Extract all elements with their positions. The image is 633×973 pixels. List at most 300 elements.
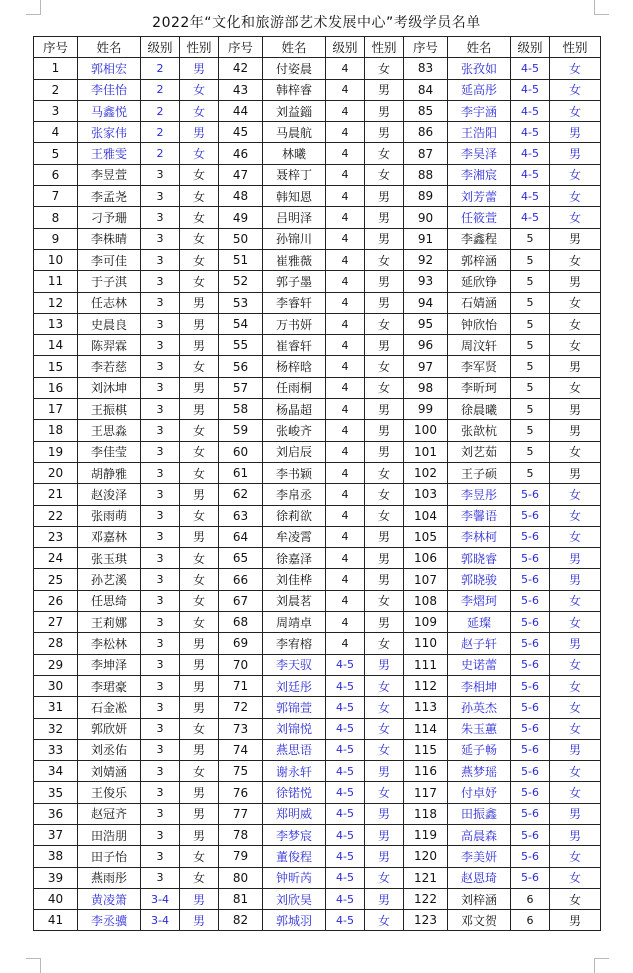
seq-cell: 79 bbox=[219, 846, 263, 867]
level-cell: 5 bbox=[511, 335, 550, 356]
name-cell: 刘欣昊 bbox=[263, 888, 326, 909]
gender-cell: 男 bbox=[180, 399, 219, 420]
gender-cell: 男 bbox=[365, 186, 404, 207]
gender-cell: 男 bbox=[365, 888, 404, 909]
level-cell: 5-6 bbox=[511, 739, 550, 760]
seq-cell: 86 bbox=[404, 122, 448, 143]
seq-cell: 19 bbox=[34, 441, 78, 462]
gender-cell: 男 bbox=[180, 803, 219, 824]
level-cell: 4 bbox=[326, 58, 365, 79]
gender-cell: 女 bbox=[365, 143, 404, 164]
gender-cell: 男 bbox=[550, 420, 601, 441]
name-cell: 张峻齐 bbox=[263, 420, 326, 441]
seq-cell: 24 bbox=[34, 548, 78, 569]
name-cell: 任雨桐 bbox=[263, 377, 326, 398]
level-cell: 3 bbox=[141, 271, 180, 292]
seq-cell: 49 bbox=[219, 207, 263, 228]
seq-cell: 15 bbox=[34, 356, 78, 377]
gender-cell: 女 bbox=[365, 675, 404, 696]
name-cell: 于子淇 bbox=[78, 271, 141, 292]
seq-cell: 3 bbox=[34, 100, 78, 121]
level-cell: 4 bbox=[326, 505, 365, 526]
gender-cell: 男 bbox=[550, 462, 601, 483]
seq-cell: 80 bbox=[219, 867, 263, 888]
seq-cell: 92 bbox=[404, 249, 448, 270]
name-cell: 孙锦川 bbox=[263, 228, 326, 249]
level-cell: 3 bbox=[141, 633, 180, 654]
name-cell: 徐晨曦 bbox=[448, 399, 511, 420]
name-cell: 韩知恩 bbox=[263, 186, 326, 207]
level-cell: 5-6 bbox=[511, 782, 550, 803]
name-cell: 延高彤 bbox=[448, 79, 511, 100]
level-cell: 4-5 bbox=[511, 186, 550, 207]
gender-cell: 女 bbox=[180, 867, 219, 888]
level-cell: 3 bbox=[141, 484, 180, 505]
level-cell: 3 bbox=[141, 313, 180, 334]
seq-cell: 4 bbox=[34, 122, 78, 143]
table-row bbox=[34, 718, 601, 739]
gender-cell: 男 bbox=[180, 377, 219, 398]
header-name: 姓名 bbox=[263, 37, 326, 58]
level-cell: 4 bbox=[326, 462, 365, 483]
level-cell: 5 bbox=[511, 292, 550, 313]
seq-cell: 121 bbox=[404, 867, 448, 888]
header-seq: 序号 bbox=[34, 37, 78, 58]
level-cell: 4 bbox=[326, 612, 365, 633]
level-cell: 5-6 bbox=[511, 654, 550, 675]
gender-cell: 女 bbox=[365, 484, 404, 505]
level-cell: 4-5 bbox=[326, 888, 365, 909]
name-cell: 延子畅 bbox=[448, 739, 511, 760]
gender-cell: 女 bbox=[550, 58, 601, 79]
roster-body bbox=[34, 58, 601, 931]
header-level: 级别 bbox=[141, 37, 180, 58]
name-cell: 张孜如 bbox=[448, 58, 511, 79]
header-gender: 性别 bbox=[365, 37, 404, 58]
gender-cell: 女 bbox=[180, 356, 219, 377]
gender-cell: 男 bbox=[180, 335, 219, 356]
name-cell: 赵浚泽 bbox=[78, 484, 141, 505]
table-row bbox=[34, 697, 601, 718]
name-cell: 郭相宏 bbox=[78, 58, 141, 79]
seq-cell: 8 bbox=[34, 207, 78, 228]
seq-cell: 63 bbox=[219, 505, 263, 526]
level-cell: 4 bbox=[326, 271, 365, 292]
gender-cell: 男 bbox=[180, 782, 219, 803]
gender-cell: 女 bbox=[180, 100, 219, 121]
seq-cell: 64 bbox=[219, 526, 263, 547]
level-cell: 3 bbox=[141, 697, 180, 718]
gender-cell: 女 bbox=[180, 612, 219, 633]
name-cell: 崔雅薇 bbox=[263, 249, 326, 270]
gender-cell: 男 bbox=[180, 122, 219, 143]
name-cell: 田振鑫 bbox=[448, 803, 511, 824]
name-cell: 李佳怡 bbox=[78, 79, 141, 100]
name-cell: 刘婧涵 bbox=[78, 761, 141, 782]
name-cell: 石婧涵 bbox=[448, 292, 511, 313]
gender-cell: 女 bbox=[550, 867, 601, 888]
name-cell: 郭晓骏 bbox=[448, 569, 511, 590]
gender-cell: 男 bbox=[180, 526, 219, 547]
table-row bbox=[34, 100, 601, 121]
seq-cell: 11 bbox=[34, 271, 78, 292]
gender-cell: 女 bbox=[550, 654, 601, 675]
name-cell: 李睿轩 bbox=[263, 292, 326, 313]
name-cell: 李鑫程 bbox=[448, 228, 511, 249]
seq-cell: 78 bbox=[219, 824, 263, 845]
header-row bbox=[34, 37, 601, 58]
level-cell: 4-5 bbox=[326, 867, 365, 888]
seq-cell: 115 bbox=[404, 739, 448, 760]
name-cell: 林曦 bbox=[263, 143, 326, 164]
level-cell: 5 bbox=[511, 441, 550, 462]
name-cell: 李相坤 bbox=[448, 675, 511, 696]
seq-cell: 62 bbox=[219, 484, 263, 505]
level-cell: 4 bbox=[326, 441, 365, 462]
level-cell: 4 bbox=[326, 633, 365, 654]
level-cell: 3 bbox=[141, 292, 180, 313]
student-roster-table bbox=[33, 36, 601, 931]
table-row bbox=[34, 399, 601, 420]
name-cell: 万书妍 bbox=[263, 313, 326, 334]
seq-cell: 47 bbox=[219, 164, 263, 185]
gender-cell: 男 bbox=[550, 824, 601, 845]
gender-cell: 女 bbox=[365, 590, 404, 611]
name-cell: 李若慈 bbox=[78, 356, 141, 377]
level-cell: 4 bbox=[326, 207, 365, 228]
name-cell: 任筱萱 bbox=[448, 207, 511, 228]
name-cell: 刘锦悦 bbox=[263, 718, 326, 739]
seq-cell: 67 bbox=[219, 590, 263, 611]
level-cell: 4 bbox=[326, 590, 365, 611]
seq-cell: 105 bbox=[404, 526, 448, 547]
name-cell: 李株晴 bbox=[78, 228, 141, 249]
name-cell: 董俊程 bbox=[263, 846, 326, 867]
gender-cell: 女 bbox=[180, 718, 219, 739]
seq-cell: 21 bbox=[34, 484, 78, 505]
name-cell: 朱玉蕙 bbox=[448, 718, 511, 739]
name-cell: 杨晶超 bbox=[263, 399, 326, 420]
gender-cell: 男 bbox=[550, 356, 601, 377]
name-cell: 王子硕 bbox=[448, 462, 511, 483]
gender-cell: 女 bbox=[365, 313, 404, 334]
seq-cell: 73 bbox=[219, 718, 263, 739]
seq-cell: 76 bbox=[219, 782, 263, 803]
name-cell: 王思淼 bbox=[78, 420, 141, 441]
gender-cell: 男 bbox=[550, 143, 601, 164]
name-cell: 付卓妤 bbox=[448, 782, 511, 803]
gender-cell: 男 bbox=[365, 335, 404, 356]
level-cell: 4-5 bbox=[326, 761, 365, 782]
seq-cell: 113 bbox=[404, 697, 448, 718]
table-row bbox=[34, 505, 601, 526]
name-cell: 李昱萱 bbox=[78, 164, 141, 185]
seq-cell: 91 bbox=[404, 228, 448, 249]
seq-cell: 22 bbox=[34, 505, 78, 526]
seq-cell: 58 bbox=[219, 399, 263, 420]
name-cell: 李孟尧 bbox=[78, 186, 141, 207]
level-cell: 5-6 bbox=[511, 484, 550, 505]
seq-cell: 111 bbox=[404, 654, 448, 675]
name-cell: 延璨 bbox=[448, 612, 511, 633]
level-cell: 4-5 bbox=[326, 675, 365, 696]
seq-cell: 25 bbox=[34, 569, 78, 590]
level-cell: 4 bbox=[326, 164, 365, 185]
gender-cell: 女 bbox=[550, 505, 601, 526]
seq-cell: 5 bbox=[34, 143, 78, 164]
level-cell: 5-6 bbox=[511, 718, 550, 739]
name-cell: 吕明泽 bbox=[263, 207, 326, 228]
level-cell: 3 bbox=[141, 441, 180, 462]
level-cell: 4 bbox=[326, 569, 365, 590]
level-cell: 2 bbox=[141, 79, 180, 100]
table-row bbox=[34, 228, 601, 249]
gender-cell: 男 bbox=[365, 122, 404, 143]
level-cell: 4-5 bbox=[511, 122, 550, 143]
gender-cell: 女 bbox=[365, 697, 404, 718]
seq-cell: 6 bbox=[34, 164, 78, 185]
gender-cell: 女 bbox=[180, 569, 219, 590]
gender-cell: 女 bbox=[180, 186, 219, 207]
level-cell: 4-5 bbox=[511, 207, 550, 228]
level-cell: 3 bbox=[141, 377, 180, 398]
level-cell: 4 bbox=[326, 484, 365, 505]
header-level: 级别 bbox=[326, 37, 365, 58]
gender-cell: 男 bbox=[365, 271, 404, 292]
level-cell: 3 bbox=[141, 718, 180, 739]
level-cell: 5 bbox=[511, 399, 550, 420]
seq-cell: 16 bbox=[34, 377, 78, 398]
name-cell: 邓文贺 bbox=[448, 910, 511, 931]
name-cell: 王浩阳 bbox=[448, 122, 511, 143]
name-cell: 钟欣怡 bbox=[448, 313, 511, 334]
name-cell: 郭晓睿 bbox=[448, 548, 511, 569]
name-cell: 李昱彤 bbox=[448, 484, 511, 505]
level-cell: 4 bbox=[326, 526, 365, 547]
gender-cell: 女 bbox=[365, 739, 404, 760]
seq-cell: 123 bbox=[404, 910, 448, 931]
seq-cell: 81 bbox=[219, 888, 263, 909]
gender-cell: 男 bbox=[365, 846, 404, 867]
level-cell: 3 bbox=[141, 569, 180, 590]
gender-cell: 男 bbox=[365, 292, 404, 313]
name-cell: 孙艺溪 bbox=[78, 569, 141, 590]
table-row bbox=[34, 207, 601, 228]
gender-cell: 男 bbox=[365, 399, 404, 420]
name-cell: 聂梓丁 bbox=[263, 164, 326, 185]
seq-cell: 108 bbox=[404, 590, 448, 611]
name-cell: 刘艺茹 bbox=[448, 441, 511, 462]
header-gender: 性别 bbox=[180, 37, 219, 58]
gender-cell: 女 bbox=[550, 313, 601, 334]
gender-cell: 女 bbox=[365, 718, 404, 739]
gender-cell: 男 bbox=[550, 633, 601, 654]
level-cell: 4 bbox=[326, 313, 365, 334]
gender-cell: 女 bbox=[550, 335, 601, 356]
seq-cell: 101 bbox=[404, 441, 448, 462]
gender-cell: 男 bbox=[550, 399, 601, 420]
gender-cell: 男 bbox=[180, 675, 219, 696]
gender-cell: 男 bbox=[180, 824, 219, 845]
seq-cell: 56 bbox=[219, 356, 263, 377]
level-cell: 3-4 bbox=[141, 888, 180, 909]
level-cell: 5-6 bbox=[511, 846, 550, 867]
seq-cell: 72 bbox=[219, 697, 263, 718]
seq-cell: 97 bbox=[404, 356, 448, 377]
name-cell: 田子怡 bbox=[78, 846, 141, 867]
seq-cell: 109 bbox=[404, 612, 448, 633]
name-cell: 王振棋 bbox=[78, 399, 141, 420]
gender-cell: 男 bbox=[365, 569, 404, 590]
gender-cell: 男 bbox=[365, 654, 404, 675]
level-cell: 3 bbox=[141, 462, 180, 483]
gender-cell: 男 bbox=[365, 612, 404, 633]
name-cell: 邓嘉林 bbox=[78, 526, 141, 547]
gender-cell: 女 bbox=[550, 79, 601, 100]
gender-cell: 女 bbox=[180, 228, 219, 249]
header-seq: 序号 bbox=[404, 37, 448, 58]
name-cell: 刁予珊 bbox=[78, 207, 141, 228]
level-cell: 4 bbox=[326, 100, 365, 121]
seq-cell: 96 bbox=[404, 335, 448, 356]
gender-cell: 男 bbox=[180, 292, 219, 313]
seq-cell: 120 bbox=[404, 846, 448, 867]
table-row bbox=[34, 79, 601, 100]
table-row bbox=[34, 846, 601, 867]
gender-cell: 女 bbox=[180, 164, 219, 185]
level-cell: 5-6 bbox=[511, 761, 550, 782]
gender-cell: 女 bbox=[180, 79, 219, 100]
level-cell: 4-5 bbox=[511, 143, 550, 164]
seq-cell: 42 bbox=[219, 58, 263, 79]
level-cell: 5 bbox=[511, 313, 550, 334]
level-cell: 4 bbox=[326, 420, 365, 441]
seq-cell: 70 bbox=[219, 654, 263, 675]
name-cell: 石金凇 bbox=[78, 697, 141, 718]
level-cell: 3 bbox=[141, 186, 180, 207]
table-row bbox=[34, 675, 601, 696]
table-row bbox=[34, 612, 601, 633]
gender-cell: 女 bbox=[180, 761, 219, 782]
seq-cell: 60 bbox=[219, 441, 263, 462]
level-cell: 4-5 bbox=[511, 79, 550, 100]
name-cell: 郭城羽 bbox=[263, 910, 326, 931]
name-cell: 李美妍 bbox=[448, 846, 511, 867]
seq-cell: 74 bbox=[219, 739, 263, 760]
seq-cell: 51 bbox=[219, 249, 263, 270]
level-cell: 3 bbox=[141, 164, 180, 185]
name-cell: 刘沐坤 bbox=[78, 377, 141, 398]
seq-cell: 48 bbox=[219, 186, 263, 207]
seq-cell: 100 bbox=[404, 420, 448, 441]
seq-cell: 87 bbox=[404, 143, 448, 164]
table-row bbox=[34, 356, 601, 377]
name-cell: 史诺蕾 bbox=[448, 654, 511, 675]
gender-cell: 女 bbox=[550, 249, 601, 270]
table-row bbox=[34, 910, 601, 931]
level-cell: 4-5 bbox=[326, 718, 365, 739]
seq-cell: 55 bbox=[219, 335, 263, 356]
name-cell: 燕雨彤 bbox=[78, 867, 141, 888]
seq-cell: 9 bbox=[34, 228, 78, 249]
name-cell: 张玉琪 bbox=[78, 548, 141, 569]
level-cell: 6 bbox=[511, 888, 550, 909]
gender-cell: 男 bbox=[180, 910, 219, 931]
level-cell: 2 bbox=[141, 58, 180, 79]
seq-cell: 23 bbox=[34, 526, 78, 547]
table-row bbox=[34, 58, 601, 79]
gender-cell: 男 bbox=[365, 228, 404, 249]
gender-cell: 女 bbox=[180, 462, 219, 483]
seq-cell: 89 bbox=[404, 186, 448, 207]
seq-cell: 112 bbox=[404, 675, 448, 696]
level-cell: 4-5 bbox=[326, 824, 365, 845]
gender-cell: 女 bbox=[550, 675, 601, 696]
name-cell: 马晨航 bbox=[263, 122, 326, 143]
name-cell: 韩梓睿 bbox=[263, 79, 326, 100]
name-cell: 田浩朋 bbox=[78, 824, 141, 845]
document-title: 2022年“文化和旅游部艺术发展中心”考级学员名单 bbox=[152, 15, 481, 31]
gender-cell: 男 bbox=[180, 697, 219, 718]
seq-cell: 57 bbox=[219, 377, 263, 398]
table-row bbox=[34, 867, 601, 888]
table-row bbox=[34, 654, 601, 675]
level-cell: 2 bbox=[141, 143, 180, 164]
level-cell: 3 bbox=[141, 824, 180, 845]
name-cell: 李湘宸 bbox=[448, 164, 511, 185]
name-cell: 张雨萌 bbox=[78, 505, 141, 526]
level-cell: 3 bbox=[141, 761, 180, 782]
seq-cell: 30 bbox=[34, 675, 78, 696]
level-cell: 4 bbox=[326, 143, 365, 164]
name-cell: 王俊乐 bbox=[78, 782, 141, 803]
name-cell: 史晨良 bbox=[78, 313, 141, 334]
level-cell: 4 bbox=[326, 292, 365, 313]
level-cell: 3 bbox=[141, 782, 180, 803]
level-cell: 5-6 bbox=[511, 569, 550, 590]
gender-cell: 女 bbox=[180, 590, 219, 611]
table-row bbox=[34, 761, 601, 782]
name-cell: 高晨森 bbox=[448, 824, 511, 845]
name-cell: 马鑫悦 bbox=[78, 100, 141, 121]
name-cell: 周汶轩 bbox=[448, 335, 511, 356]
seq-cell: 103 bbox=[404, 484, 448, 505]
name-cell: 郑明威 bbox=[263, 803, 326, 824]
level-cell: 3 bbox=[141, 803, 180, 824]
table-row bbox=[34, 824, 601, 845]
gender-cell: 女 bbox=[365, 356, 404, 377]
header-name: 姓名 bbox=[78, 37, 141, 58]
level-cell: 3 bbox=[141, 526, 180, 547]
gender-cell: 男 bbox=[365, 803, 404, 824]
gender-cell: 男 bbox=[550, 122, 601, 143]
seq-cell: 119 bbox=[404, 824, 448, 845]
level-cell: 4-5 bbox=[326, 782, 365, 803]
seq-cell: 117 bbox=[404, 782, 448, 803]
name-cell: 王雅雯 bbox=[78, 143, 141, 164]
name-cell: 李军贤 bbox=[448, 356, 511, 377]
seq-cell: 38 bbox=[34, 846, 78, 867]
seq-cell: 99 bbox=[404, 399, 448, 420]
gender-cell: 男 bbox=[365, 100, 404, 121]
gender-cell: 女 bbox=[550, 590, 601, 611]
level-cell: 5 bbox=[511, 462, 550, 483]
seq-cell: 61 bbox=[219, 462, 263, 483]
name-cell: 郭梓涵 bbox=[448, 249, 511, 270]
table-row bbox=[34, 484, 601, 505]
seq-cell: 20 bbox=[34, 462, 78, 483]
name-cell: 徐锘悦 bbox=[263, 782, 326, 803]
